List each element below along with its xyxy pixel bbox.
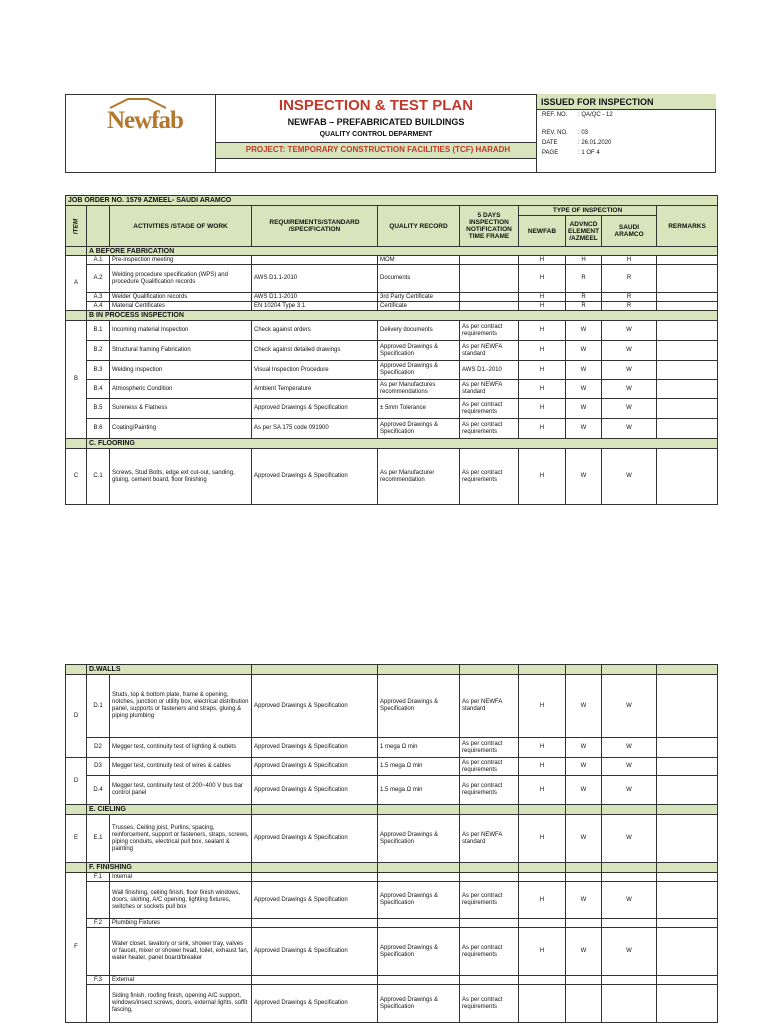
col-requirements: REQUIREMENTS/STANDARD /SPECIFICATION <box>252 206 378 247</box>
quality-record: Approved Drawings & Specification <box>378 815 460 863</box>
group-label: E <box>66 815 87 863</box>
item-no: B.4 <box>87 380 110 399</box>
activity: Structural framing Fabrication <box>110 341 252 361</box>
inspection-table-2 <box>65 664 718 1023</box>
quality-record: Approved Drawings & Specification <box>378 361 460 380</box>
quality-record: As per Manufactures recommendations <box>378 380 460 399</box>
issued-status: ISSUED FOR INSPECTION <box>541 97 654 107</box>
item-no: D3 <box>87 758 110 776</box>
item-no: B.2 <box>87 341 110 361</box>
requirement: Approved Drawings & Specification <box>252 815 378 863</box>
newfab-type: H <box>519 449 566 505</box>
notification <box>460 302 519 311</box>
remarks <box>657 265 718 293</box>
item-no: A.2 <box>87 265 110 293</box>
sub-item-label: External <box>110 976 252 985</box>
section-c <box>66 439 718 505</box>
job-order: JOB ORDER NO. 1579 AZMEEL- SAUDI ARAMCO <box>66 196 718 206</box>
activity: Megger test, continuity test of wires & cables <box>110 758 252 776</box>
project-title: PROJECT: TEMPORARY CONSTRUCTION FACILITIES (TCF) HARADH <box>245 145 511 154</box>
table-row <box>66 265 718 293</box>
remarks <box>657 985 718 1023</box>
col-remarks: RERMARKS <box>657 206 718 247</box>
activity: Water closet, lavatory or sink, shower tray, valves or faucet, mixer or shower head, toilet, exhaust fan, water heater, panel board/breaker <box>110 928 252 976</box>
logo-roof-icon <box>108 96 170 110</box>
sub-item-no: F.2 <box>87 919 110 928</box>
department: QUALITY CONTROL DEPARMENT <box>319 131 433 138</box>
saudi-type: W <box>602 321 657 341</box>
advncd-type: R <box>566 302 602 311</box>
advncd-type: W <box>566 361 602 380</box>
item-no <box>87 985 110 1023</box>
activity: Studs, top & bottom plate, frame & opening, notches, junction or utility box, electrical distribution panel, supports or fasteners and straps, gluing & piping plumbing <box>110 675 252 738</box>
advncd-type: W <box>566 776 602 805</box>
notification: As per contract requirements <box>460 928 519 976</box>
notification <box>460 293 519 302</box>
item-no <box>87 882 110 919</box>
activity: Wall finishing, ceiling finish, floor finish windows, doors, skirting, A/C opening, lighting fixtures, switches or sockets pull box <box>110 882 252 919</box>
section-a <box>66 247 718 311</box>
requirement: Approved Drawings & Specification <box>252 882 378 919</box>
item-no: B.3 <box>87 361 110 380</box>
notification: As per contract requirements <box>460 985 519 1023</box>
col-item: ITEM <box>66 206 87 247</box>
remarks <box>657 341 718 361</box>
remarks <box>657 738 718 758</box>
cell <box>66 311 87 321</box>
newfab-type: H <box>519 419 566 439</box>
col-newfab: NEWFAB <box>519 216 566 247</box>
requirement: Approved Drawings & Specification <box>252 399 378 419</box>
table-row <box>66 976 718 985</box>
quality-record: ± 5mm Tolerance <box>378 399 460 419</box>
quality-record: 1 mega Ω min <box>378 738 460 758</box>
saudi-type: W <box>602 738 657 758</box>
requirement: Approved Drawings & Specification <box>252 675 378 738</box>
activity: Incoming material Inspection <box>110 321 252 341</box>
section-title: C. FLOORING <box>87 439 718 449</box>
quality-record: Approved Drawings & Specification <box>378 419 460 439</box>
remarks <box>657 293 718 302</box>
requirement: Approved Drawings & Specification <box>252 776 378 805</box>
requirement: Approved Drawings & Specification <box>252 449 378 505</box>
item-no: B.5 <box>87 399 110 419</box>
saudi-type: W <box>602 882 657 919</box>
remarks <box>657 928 718 976</box>
saudi-type: W <box>602 399 657 419</box>
table-row <box>66 321 718 341</box>
saudi-type: R <box>602 302 657 311</box>
activity: Screws, Stud Bolts, edge ext cut-out, sanding, gluing, cement board, floor finishing <box>110 449 252 505</box>
item-no: A.1 <box>87 256 110 265</box>
notification: As per contract requirements <box>460 776 519 805</box>
sub-item-label: Plumbing Fixtures <box>110 919 252 928</box>
table-row <box>66 380 718 399</box>
newfab-type: H <box>519 302 566 311</box>
activity: Trusses, Ceiling joist, Purlins, spacing, reinforcement, support or fasteners, straps, screws, piping conduits, electrical pull box, sealant & painting <box>110 815 252 863</box>
notification: AWS D1.-2010 <box>460 361 519 380</box>
remarks <box>657 256 718 265</box>
document-subtitle: NEWFAB – PREFABRICATED BUILDINGS <box>287 117 465 127</box>
section-b <box>66 311 718 439</box>
advncd-type <box>566 985 602 1023</box>
requirement: AWS D1.1-2010 <box>252 265 378 293</box>
saudi-type: W <box>602 928 657 976</box>
meta-value: : 03 <box>578 130 589 136</box>
quality-record: Approved Drawings & Specification <box>378 675 460 738</box>
table-row <box>66 675 718 738</box>
advncd-type: R <box>566 265 602 293</box>
item-no <box>87 928 110 976</box>
saudi-type: R <box>602 265 657 293</box>
requirement: EN 10204 Type 3.1 <box>252 302 378 311</box>
table-row <box>66 399 718 419</box>
quality-record: As per Manufacturer recommendation <box>378 449 460 505</box>
requirement: Approved Drawings & Specification <box>252 928 378 976</box>
advncd-type: W <box>566 675 602 738</box>
saudi-type: W <box>602 776 657 805</box>
table-row <box>66 293 718 302</box>
notification: As per contract requirements <box>460 758 519 776</box>
notification <box>460 265 519 293</box>
saudi-type <box>602 985 657 1023</box>
table-row <box>66 361 718 380</box>
group-label: D <box>66 758 87 805</box>
newfab-type: H <box>519 341 566 361</box>
newfab-type: H <box>519 380 566 399</box>
quality-record: Certificate <box>378 302 460 311</box>
group-label: B <box>66 321 87 439</box>
requirement: As per SA 175 code 091900 <box>252 419 378 439</box>
meta-key: DATE <box>542 140 558 146</box>
notification: As per NEWFA standard <box>460 341 519 361</box>
saudi-type: W <box>602 361 657 380</box>
quality-record: 1.5 mega Ω min <box>378 758 460 776</box>
col-saudi-aramco: SAUDI ARAMCO <box>602 216 657 247</box>
quality-record: MOM <box>378 256 460 265</box>
quality-record: Documents <box>378 265 460 293</box>
saudi-type: W <box>602 815 657 863</box>
table-row <box>66 758 718 776</box>
remarks <box>657 361 718 380</box>
notification: As per contract requirements <box>460 419 519 439</box>
table-row <box>66 873 718 882</box>
col-quality-record: QUALITY RECORD <box>378 206 460 247</box>
notification: As per contract requirements <box>460 399 519 419</box>
group-label: F <box>66 873 87 1023</box>
col-notification: 5 DAYS INSPECTION NOTIFICATION TIME FRAME <box>460 206 519 247</box>
newfab-type: H <box>519 882 566 919</box>
table-row <box>66 776 718 805</box>
remarks <box>657 758 718 776</box>
activity: Material Certificates <box>110 302 252 311</box>
requirement: Check against orders <box>252 321 378 341</box>
cell <box>66 863 87 873</box>
advncd-type: W <box>566 815 602 863</box>
table-row <box>66 341 718 361</box>
requirement: AWS D1.1-2010 <box>252 293 378 302</box>
item-no: D.4 <box>87 776 110 805</box>
quality-record: Approved Drawings & Specification <box>378 341 460 361</box>
table-row <box>66 449 718 505</box>
advncd-type: W <box>566 882 602 919</box>
notification: As per contract requirements <box>460 882 519 919</box>
advncd-type: W <box>566 449 602 505</box>
remarks <box>657 776 718 805</box>
table-row <box>66 256 718 265</box>
item-no: A.4 <box>87 302 110 311</box>
newfab-type: H <box>519 758 566 776</box>
advncd-type: W <box>566 341 602 361</box>
remarks <box>657 419 718 439</box>
quality-record: 3rd Party Certificate <box>378 293 460 302</box>
remarks <box>657 399 718 419</box>
activity: Welding procedure specification (WPS) and procedure Qualification records <box>110 265 252 293</box>
meta-key: PAGE <box>542 150 559 156</box>
requirement <box>252 256 378 265</box>
newfab-logo: Newfab <box>107 107 183 134</box>
notification: As per contract requirements <box>460 449 519 505</box>
remarks <box>657 302 718 311</box>
section-title: B IN PROCESS INSPECTION <box>87 311 718 321</box>
advncd-type: H <box>566 256 602 265</box>
newfab-type <box>519 985 566 1023</box>
saudi-type: W <box>602 449 657 505</box>
advncd-type: W <box>566 380 602 399</box>
group-label: A <box>66 256 87 311</box>
newfab-type: H <box>519 776 566 805</box>
notification: As per NEWFA standard <box>460 380 519 399</box>
quality-record: Approved Drawings & Specification <box>378 882 460 919</box>
document-title: INSPECTION & TEST PLAN <box>278 97 474 114</box>
section-title: D.WALLS <box>87 665 252 675</box>
meta-key: REF. NO. <box>542 112 568 118</box>
table-row <box>66 882 718 919</box>
cell <box>66 665 87 675</box>
activity: Pre-inspection meeting <box>110 256 252 265</box>
newfab-type: H <box>519 293 566 302</box>
saudi-type: R <box>602 293 657 302</box>
activity: Megger test, continuity test of lighting & outlets <box>110 738 252 758</box>
newfab-type: H <box>519 675 566 738</box>
remarks <box>657 675 718 738</box>
advncd-type: W <box>566 758 602 776</box>
section-title: E. CIELING <box>87 805 252 815</box>
meta-value: : 1 OF 4 <box>578 150 600 156</box>
requirement: Approved Drawings & Specification <box>252 758 378 776</box>
advncd-type: R <box>566 293 602 302</box>
quality-record: 1.5 mega Ω min <box>378 776 460 805</box>
notification: As per NEWFA standard <box>460 815 519 863</box>
section-d <box>66 665 718 805</box>
newfab-type: H <box>519 265 566 293</box>
item-no: D2 <box>87 738 110 758</box>
section-title: F. FINISHING <box>87 863 252 873</box>
saudi-type: W <box>602 380 657 399</box>
col-type-of-inspection: TYPE OF INSPECTION <box>519 206 657 216</box>
newfab-type: H <box>519 399 566 419</box>
cell <box>66 805 87 815</box>
remarks <box>657 380 718 399</box>
cell <box>66 247 87 256</box>
item-no: B.1 <box>87 321 110 341</box>
table-row <box>66 738 718 758</box>
advncd-type: W <box>566 419 602 439</box>
quality-record: Approved Drawings & Specification <box>378 928 460 976</box>
requirement: Approved Drawings & Specification <box>252 985 378 1023</box>
item-no: A.3 <box>87 293 110 302</box>
table-row <box>66 985 718 1023</box>
saudi-type: W <box>602 419 657 439</box>
activity: Sureness & Flatness <box>110 399 252 419</box>
notification <box>460 256 519 265</box>
meta-value: : 26.01.2020 <box>578 140 612 146</box>
activity: Siding finish, roofing finish, opening A/C support, windows/insect screws, doors, external lights, soffit fascing, <box>110 985 252 1023</box>
newfab-type: H <box>519 321 566 341</box>
saudi-type: W <box>602 341 657 361</box>
table-row <box>66 419 718 439</box>
advncd-type: W <box>566 928 602 976</box>
col-activities: ACTIVITIES /STAGE OF WORK <box>110 206 252 247</box>
item-no: D.1 <box>87 675 110 738</box>
requirement: Check against detailed drawings <box>252 341 378 361</box>
saudi-type: H <box>602 256 657 265</box>
newfab-type: H <box>519 815 566 863</box>
requirement: Approved Drawings & Specification <box>252 738 378 758</box>
section-f <box>66 863 718 1023</box>
group-label: C <box>66 449 87 505</box>
remarks <box>657 449 718 505</box>
activity: Atmospheric Condition <box>110 380 252 399</box>
newfab-type: H <box>519 738 566 758</box>
cell <box>66 439 87 449</box>
item-no: E.1 <box>87 815 110 863</box>
remarks <box>657 882 718 919</box>
sub-item-label: Internal <box>110 873 252 882</box>
table-row <box>66 919 718 928</box>
newfab-type: H <box>519 928 566 976</box>
remarks <box>657 815 718 863</box>
col-advncd: ADVNCD ELEMENT /AZMEEL <box>566 216 602 247</box>
requirement: Visual Inspection Procedure <box>252 361 378 380</box>
notification: As per NEWFA standard <box>460 675 519 738</box>
activity: Welder Qualification records <box>110 293 252 302</box>
newfab-type: H <box>519 361 566 380</box>
item-no: C.1 <box>87 449 110 505</box>
advncd-type: W <box>566 399 602 419</box>
saudi-type: W <box>602 758 657 776</box>
inspection-table-1 <box>65 195 718 505</box>
requirement: Ambient Temperature <box>252 380 378 399</box>
meta-value: : QA/QC - 12 <box>578 112 613 118</box>
notification: As per contract requirements <box>460 738 519 758</box>
group-label: D <box>66 675 87 758</box>
sub-item-no: F.1 <box>87 873 110 882</box>
saudi-type: W <box>602 675 657 738</box>
notification: As per contract requirements <box>460 321 519 341</box>
advncd-type: W <box>566 321 602 341</box>
section-title: A BEFORE FABRICATION <box>87 247 718 256</box>
activity: Megger test, continuity test of 200~400 V bus bar control panel <box>110 776 252 805</box>
table-row <box>66 302 718 311</box>
quality-record: Delivery documents <box>378 321 460 341</box>
section-e <box>66 805 718 863</box>
sub-item-no: F.3 <box>87 976 110 985</box>
table-row <box>66 815 718 863</box>
table-row <box>66 928 718 976</box>
activity: Welding inspection <box>110 361 252 380</box>
advncd-type: W <box>566 738 602 758</box>
col-no <box>87 206 110 247</box>
newfab-type: H <box>519 256 566 265</box>
activity: Coating/Painting <box>110 419 252 439</box>
meta-key: REV. NO. <box>542 130 568 136</box>
item-no: B.6 <box>87 419 110 439</box>
remarks <box>657 321 718 341</box>
quality-record: Approved Drawings & Specification <box>378 985 460 1023</box>
